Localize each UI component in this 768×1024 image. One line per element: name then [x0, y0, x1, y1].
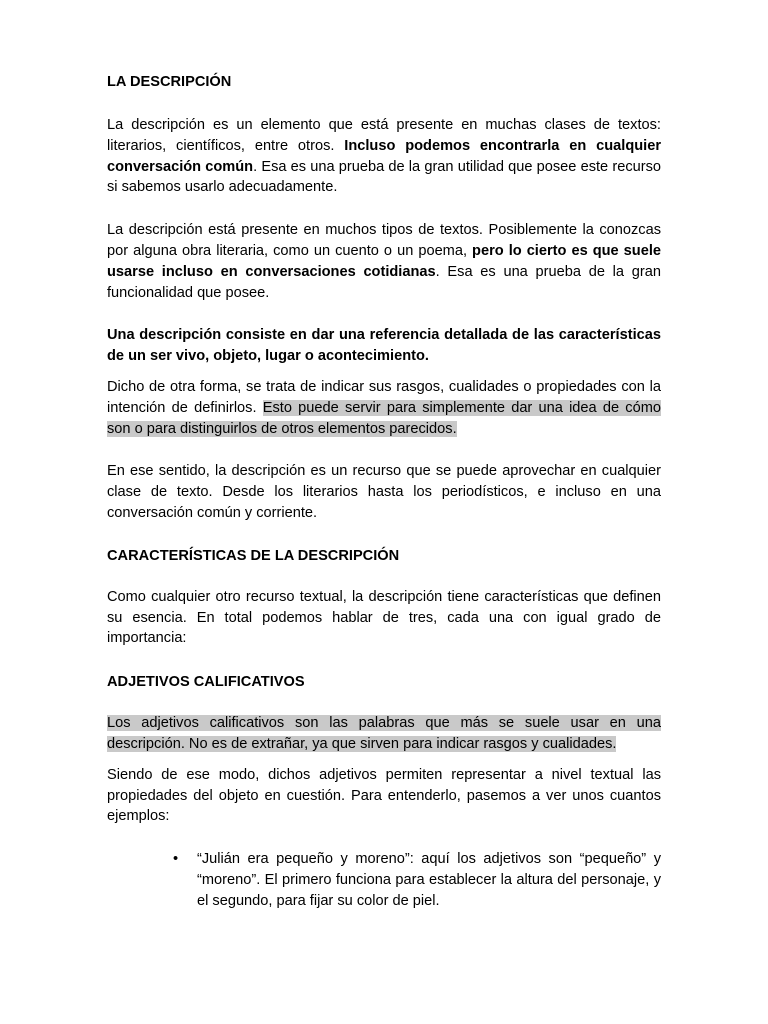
paragraph-tipos-text-a: La descripción está presente en muchos tipos de textos. Posiblemente la conozcas por alguna obra literaria, como un cuento o un poema,	[107, 222, 661, 259]
paragraph-tipos-bold: pero lo cierto es que suele usarse incluso en conversaciones cotidianas	[107, 242, 661, 280]
paragraph-intro	[107, 115, 661, 198]
paragraph-intro-bold: Incluso podemos encontrarla en cualquier conversación común	[107, 137, 661, 175]
paragraph-definicion	[107, 325, 661, 367]
paragraph-tipos-text-c: . Esa es una prueba de la gran funcionalidad que posee.	[107, 263, 661, 301]
paragraph-rasgos-text-a: Dicho de otra forma, se trata de indicar sus rasgos, cualidades o propiedades con la intención de definirlos.	[107, 378, 661, 416]
bullet-list	[107, 849, 661, 911]
paragraph-ejemplos: Siendo de ese modo, dichos adjetivos permiten representar a nivel textual las propiedades del objeto en cuestión. Para entenderlo, pasemos a ver unos cuantos ejemplos:	[107, 766, 661, 825]
paragraph-definicion-bold: Una descripción consiste en dar una referencia detallada de las características de un ser vivo, objeto, lugar o acontecimiento.	[107, 327, 661, 365]
paragraph-recurso-textual: Como cualquier otro recurso textual, la descripción tiene características que definen su esencia. En total podemos hablar de tres, cada una con igual grado de importancia:	[107, 588, 661, 647]
heading-adjetivos: ADJETIVOS CALIFICATIVOS	[107, 674, 305, 691]
paragraph-adjetivos-highlight: Los adjetivos calificativos son las palabras que más se suele usar en una descripción. No es de extrañar, ya que sirven para indicar rasgos y cualidades.	[107, 715, 661, 752]
heading-caracteristicas: CARACTERÍSTICAS DE LA DESCRIPCIÓN	[107, 547, 400, 564]
list-item	[107, 849, 661, 911]
paragraph-intro-text-c: . Esa es una prueba de la gran utilidad que posee este recurso si sabemos usarlo adecuadamente.	[107, 158, 662, 196]
paragraph-tipos	[107, 220, 661, 303]
bullet-dot-icon: •	[173, 851, 179, 868]
paragraph-sentido: En ese sentido, la descripción es un recurso que se puede aprovechar en cualquier clase de texto. Desde los literarios hasta los periodísticos, e incluso en una conversación común y corriente.	[107, 463, 661, 521]
paragraph-rasgos-highlight: Esto puede servir para simplemente dar una idea de cómo son o para distinguirlos de otros elementos parecidos.	[107, 399, 661, 437]
document-page	[107, 72, 661, 912]
paragraph-adjetivos	[107, 713, 661, 755]
paragraph-rasgos	[107, 377, 661, 439]
list-item-text: “Julián era pequeño y moreno”: aquí los adjetivos son “pequeño” y “moreno”. El primero funciona para establecer la altura del personaje, y el segundo, para fijar su color de piel.	[197, 851, 661, 909]
heading-la-descripcion: LA DESCRIPCIÓN	[107, 74, 232, 90]
paragraph-intro-text-a: La descripción es un elemento que está presente en muchas clases de textos: literarios, científicos, entre otros.	[107, 117, 661, 154]
